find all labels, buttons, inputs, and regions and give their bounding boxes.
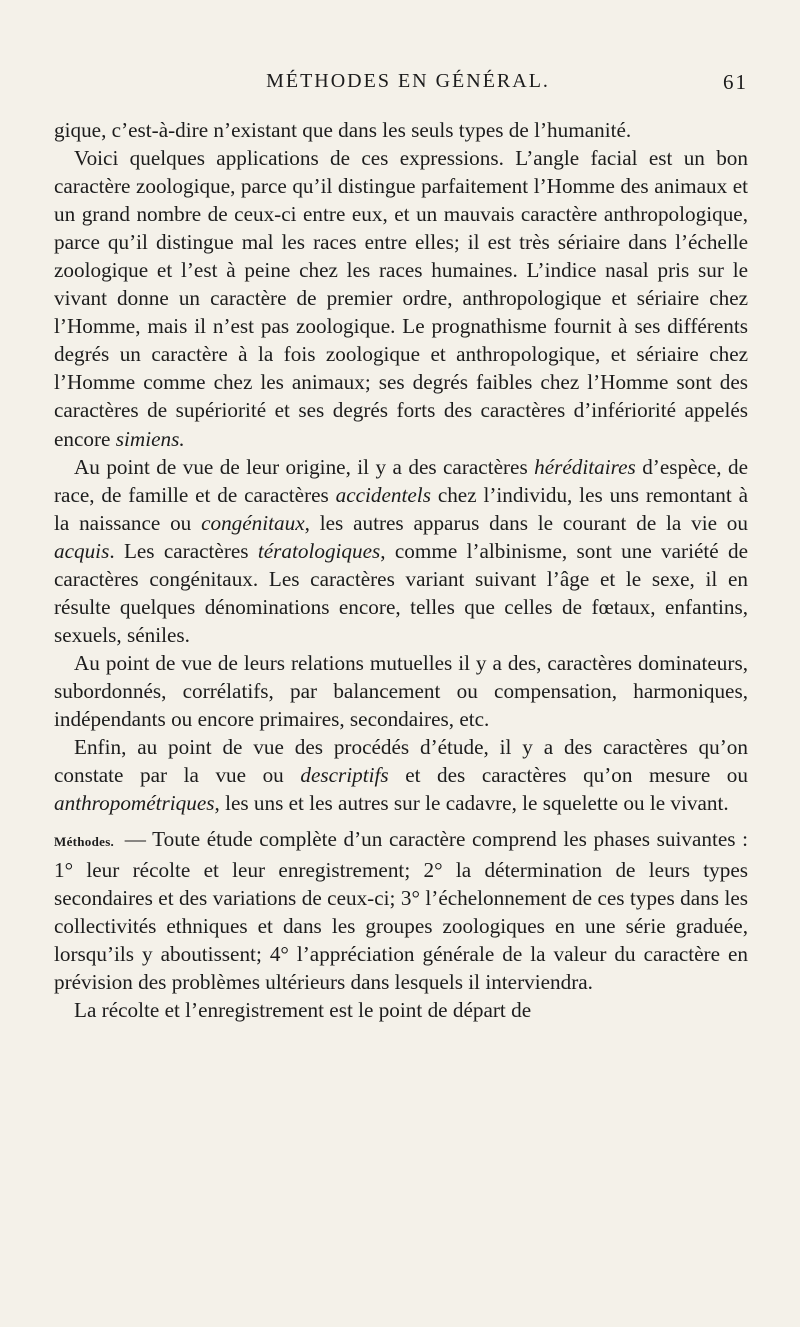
- section-heading: Méthodes.: [54, 834, 115, 850]
- body-text: [54, 116, 748, 1025]
- paragraph-5: Enfin, au point de vue des procédés d’étude, il y a des caractères qu’on constate par la vue ou descriptifs et des caractères qu’on mesure ou anthropométriques, les uns et les autres sur le cadavre, le squelette ou le vivant.: [54, 735, 748, 816]
- paragraph-4: Au point de vue de leurs relations mutuelles il y a des, caractères dominateurs, subordonnés, corrélatifs, par balancement ou compensation, harmoniques, indépendants ou encore primaires, secondaires, etc.: [54, 650, 748, 731]
- italic-term: simiens.: [115, 426, 185, 451]
- paragraph-1: gique, c’est-à-dire n’existant que dans les seuls types de l’humanité.: [54, 118, 632, 142]
- italic-term: héréditaires: [534, 454, 636, 479]
- italic-term: acquis: [54, 538, 110, 563]
- italic-term: congénitaux: [201, 510, 305, 535]
- paragraph-3: Au point de vue de leur origine, il y a des caractères héréditaires d’espèce, de race, de famille et de caractères accidentels chez l’individu, les uns remontant à la naissance ou congénitaux, les autres apparus dans le courant de la vie ou acquis. Les caractères tératologiques, comme l’albinisme, sont une variété de caractères congénitaux. Les caractères variant suivant l’âge et le sexe, il en résulte quelques dénominations encore, telles que celles de fœtaux, enfantins, sexuels, séniles.: [54, 454, 749, 647]
- italic-term: accidentels: [335, 482, 431, 507]
- running-title: MÉTHODES EN GÉNÉRAL.: [266, 70, 550, 92]
- page-number: 61: [723, 70, 748, 94]
- paragraph-methodes: Méthodes. — Toute étude complète d’un caractère comprend les phases suivantes : 1° leur récolte et leur enregistrement; 2° la détermination de leurs types secondaires et des variations de ceux-ci; 3° l’échelonnement de ces types dans les collectivités ethniques et dans les groupes zoologiques en une série graduée, lorsqu’ils y aboutissent; 4° l’appréciation générale de la valeur du caractère en prévision des problèmes ultérieurs dans lesquels il interviendra.: [54, 827, 748, 995]
- italic-term: anthropométriques: [54, 791, 215, 816]
- paragraph-7: La récolte et l’enregistrement est le point de départ de: [74, 998, 532, 1023]
- running-head: [54, 70, 748, 104]
- paragraph-2: Voici quelques applications de ces expressions. L’angle facial est un bon caractère zoologique, parce qu’il distingue parfaitement l’Homme des animaux et un grand nombre de ceux-ci entre eux, et un mauvais caractère anthropologique, parce qu’il distingue mal les races entre elles; il est très sériaire dans l’échelle zoologique et l’est à peine chez les races humaines. L’indice nasal pris sur le vivant donne un caractère de premier ordre, anthropologique et sériaire chez l’Homme, mais il n’est pas zoologique. Le prognathisme fournit à ses différents degrés un caractère à la fois zoologique et anthropologique, et sériaire chez l’Homme comme chez les animaux; ses degrés faibles chez l’Homme sont des caractères de supériorité et ses degrés forts des caractères d’infériorité appelés encore simiens.: [54, 146, 748, 451]
- italic-term: descriptifs: [300, 763, 389, 788]
- italic-term: tératologiques: [257, 538, 381, 563]
